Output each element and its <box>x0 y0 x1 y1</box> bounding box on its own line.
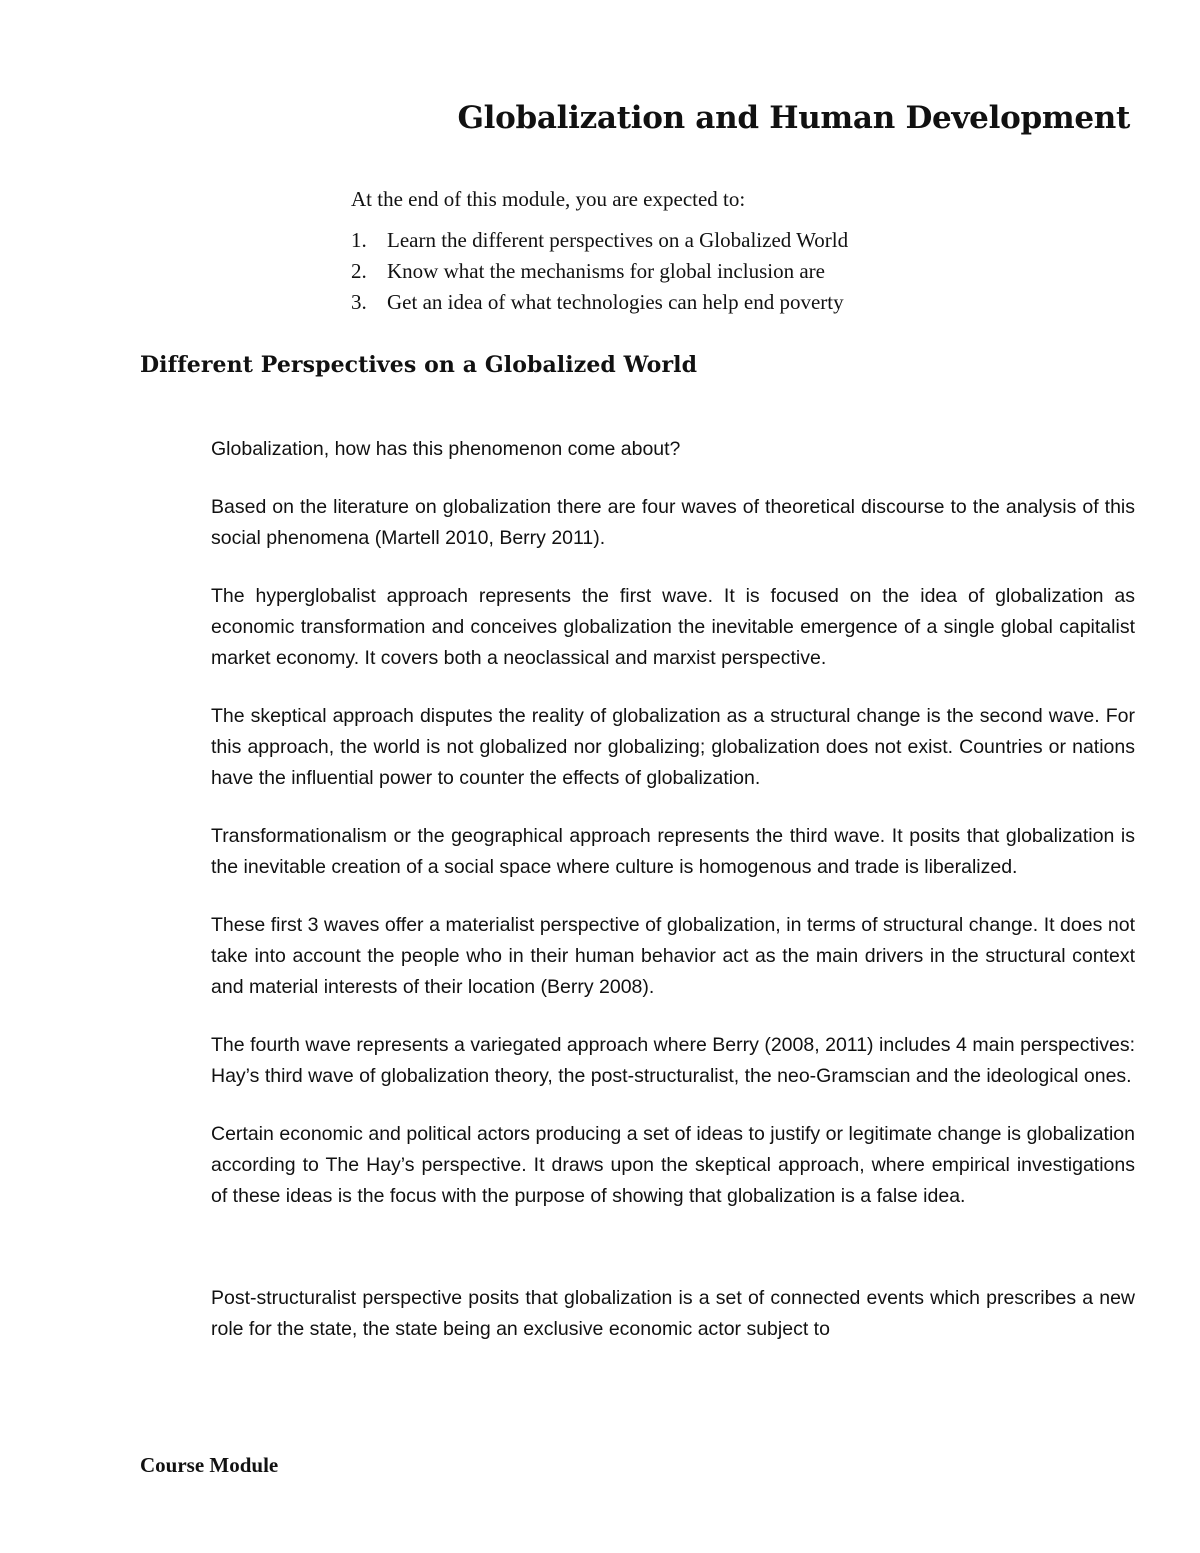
objective-item <box>351 225 1071 256</box>
objective-number: 1. <box>351 228 367 252</box>
objectives-intro: At the end of this module, you are expected to: <box>351 187 746 211</box>
objective-text: Get an idea of what technologies can help end poverty <box>387 290 844 314</box>
learning-objectives <box>351 184 1071 318</box>
section-heading: Different Perspectives on a Globalized World <box>140 352 698 378</box>
document-title: Globalization and Human Development <box>457 100 1130 136</box>
objective-item <box>351 256 1071 287</box>
objective-text: Learn the different perspectives on a Globalized World <box>387 228 849 252</box>
paragraph: Post-structuralist perspective posits that globalization is a set of connected events which prescribes a new role for the state, the state being an exclusive economic actor subject to <box>211 1287 1135 1340</box>
page-footer: Course Module <box>140 1453 279 1477</box>
objectives-list <box>351 225 1071 318</box>
paragraph: Globalization, how has this phenomenon come about? <box>211 438 681 460</box>
paragraph: The fourth wave represents a variegated approach where Berry (2008, 2011) includes 4 main perspectives: Hay’s third wave of globalization theory, the post-structuralist, the neo-Gramscian and the ideological ones. <box>211 1034 1135 1087</box>
paragraph: The skeptical approach disputes the reality of globalization as a structural change is the second wave. For this approach, the world is not globalized nor globalizing; globalization does not exist. Countries or nations have the influential power to counter the effects of globalization. <box>211 705 1135 789</box>
body-text <box>211 434 1135 1372</box>
paragraph: The hyperglobalist approach represents the first wave. It is focused on the idea of globalization as economic transformation and conceives globalization the inevitable emergence of a single global capitalist market economy. It covers both a neoclassical and marxist perspective. <box>211 585 1135 669</box>
paragraph: These first 3 waves offer a materialist perspective of globalization, in terms of structural change. It does not take into account the people who in their human behavior act as the main drivers in the structural context and material interests of their location (Berry 2008). <box>211 914 1135 998</box>
objective-number: 2. <box>351 259 367 283</box>
paragraph: Certain economic and political actors producing a set of ideas to justify or legitimate change is globalization according to The Hay’s perspective. It draws upon the skeptical approach, where empirical investigations of these ideas is the focus with the purpose of showing that globalization is a false idea. <box>211 1123 1135 1207</box>
objective-number: 3. <box>351 290 367 314</box>
objective-text: Know what the mechanisms for global inclusion are <box>387 259 825 283</box>
objective-item <box>351 287 1071 318</box>
paragraph: Based on the literature on globalization there are four waves of theoretical discourse to the analysis of this social phenomena (Martell 2010, Berry 2011). <box>211 496 1135 549</box>
paragraph: Transformationalism or the geographical approach represents the third wave. It posits that globalization is the inevitable creation of a social space where culture is homogenous and trade is liberalized. <box>211 825 1135 878</box>
